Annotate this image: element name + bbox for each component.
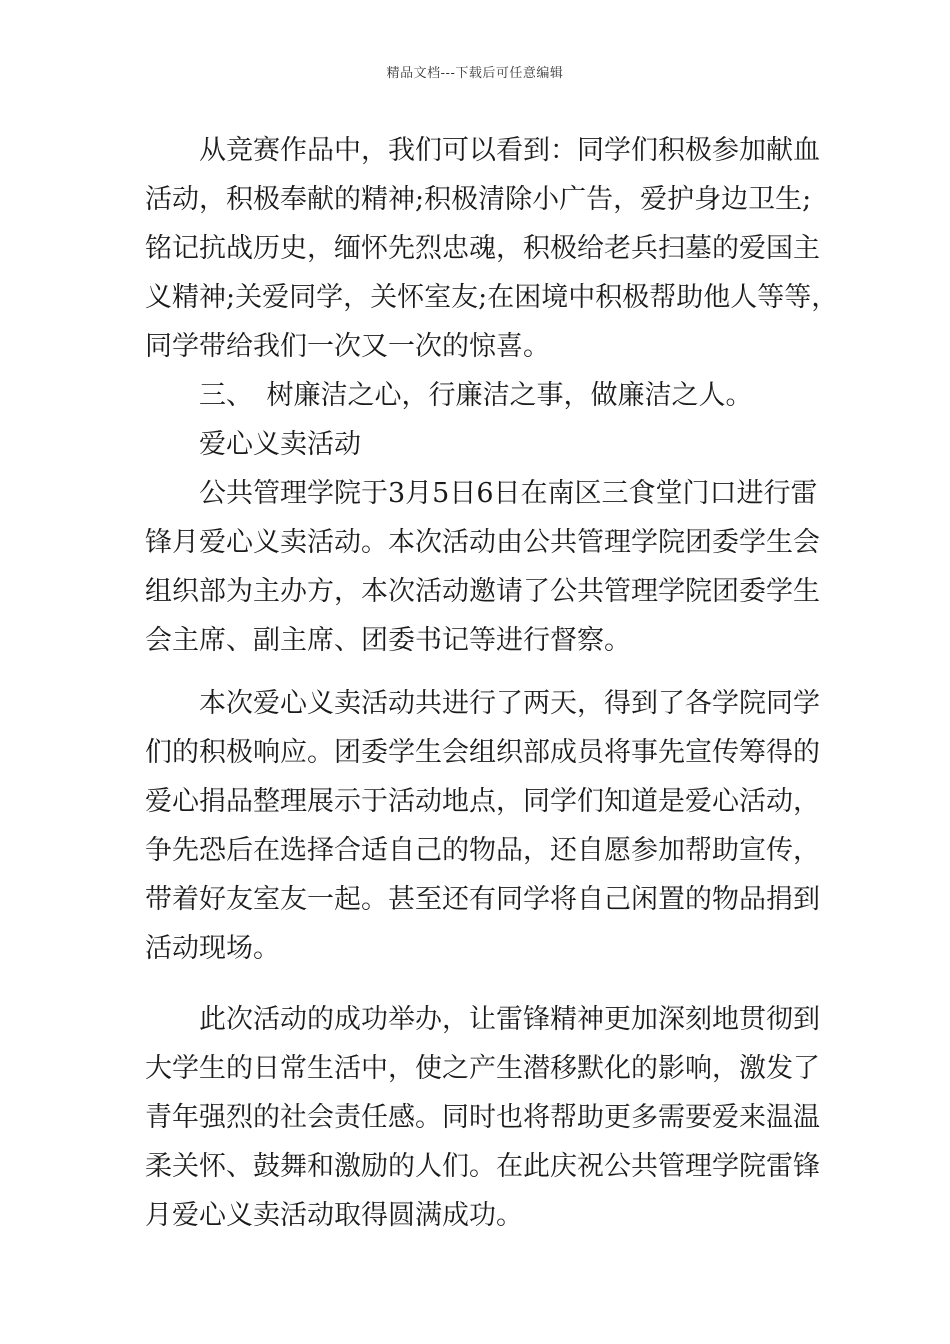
text-line: 铭记抗战历史，缅怀先烈忠魂，积极给老兵扫墓的爱国主 <box>145 233 820 264</box>
paragraph-2 <box>145 469 820 665</box>
text-line: 争先恐后在选择合适自己的物品，还自愿参加帮助宣传， <box>145 835 820 866</box>
text-line: 月爱心义卖活动取得圆满成功。 <box>145 1200 523 1231</box>
text-line: 活动现场。 <box>145 933 280 964</box>
text-line: 公共管理学院于3月5日6日在南区三食堂门口进行雷 <box>145 478 818 509</box>
page-header: 精品文档---下载后可任意编辑 <box>386 66 564 81</box>
text-line: 此次活动的成功举办，让雷锋精神更加深刻地贯彻到 <box>145 1004 820 1035</box>
text-line: 从竞赛作品中，我们可以看到：同学们积极参加献血 <box>145 135 820 166</box>
text-line: 青年强烈的社会责任感。同时也将帮助更多需要爱来温温 <box>145 1102 820 1133</box>
text-line: 组织部为主办方，本次活动邀请了公共管理学院团委学生 <box>145 576 820 607</box>
text-line: 爱心捐品整理展示于活动地点，同学们知道是爱心活动， <box>145 786 820 817</box>
text-line: 同学带给我们一次又一次的惊喜。 <box>145 331 550 362</box>
text-line: 会主席、副主席、团委书记等进行督察。 <box>145 625 631 656</box>
paragraph-3 <box>145 679 820 973</box>
paragraph-1 <box>145 126 839 371</box>
text-line: 义精神;关爱同学，关怀室友;在困境中积极帮助他人等等， <box>145 282 839 313</box>
document-body <box>145 126 839 1240</box>
text-line: 爱心义卖活动 <box>145 429 361 460</box>
text-line: 带着好友室友一起。甚至还有同学将自己闲置的物品捐到 <box>145 884 820 915</box>
text-line: 大学生的日常生活中，使之产生潜移默化的影响，激发了 <box>145 1053 820 1084</box>
text-line: 三、 树廉洁之心，行廉洁之事，做廉洁之人。 <box>145 380 753 411</box>
subheading <box>145 420 810 469</box>
paragraph-4 <box>145 995 820 1240</box>
text-line: 们的积极响应。团委学生会组织部成员将事先宣传筹得的 <box>145 737 820 768</box>
text-line: 锋月爱心义卖活动。本次活动由公共管理学院团委学生会 <box>145 527 820 558</box>
text-line: 本次爱心义卖活动共进行了两天，得到了各学院同学 <box>145 688 820 719</box>
text-line: 活动，积极奉献的精神;积极清除小广告，爱护身边卫生; <box>145 184 812 215</box>
text-line: 柔关怀、鼓舞和激励的人们。在此庆祝公共管理学院雷锋 <box>145 1151 820 1182</box>
section-heading <box>145 371 810 420</box>
